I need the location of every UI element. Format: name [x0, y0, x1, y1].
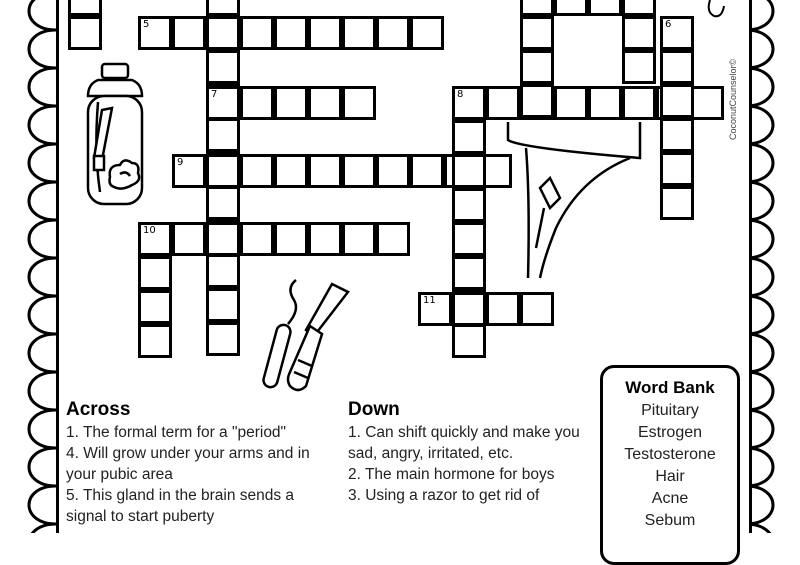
hand-mirror-icon	[700, 0, 730, 22]
crossword-cell[interactable]	[342, 16, 376, 50]
crossword-cell[interactable]	[342, 154, 376, 188]
credit-text: CoconutCounselor©	[728, 58, 738, 140]
crossword-cell[interactable]	[138, 290, 172, 324]
crossword-cell[interactable]	[622, 0, 656, 16]
crossword-cell[interactable]	[206, 322, 240, 356]
tampon-icon	[248, 276, 358, 396]
crossword-cell[interactable]	[486, 292, 520, 326]
crossword-cell[interactable]	[452, 86, 486, 120]
crossword-cell[interactable]	[240, 154, 274, 188]
crossword-cell[interactable]	[138, 222, 172, 256]
word-bank-title: Word Bank	[625, 378, 715, 397]
clue-number: 5	[143, 19, 150, 30]
crossword-cell[interactable]	[206, 222, 240, 256]
crossword-cell[interactable]	[486, 86, 520, 120]
crossword-cell[interactable]	[660, 118, 694, 152]
crossword-cell[interactable]	[690, 86, 724, 120]
clue-number: 6	[665, 19, 672, 30]
crossword-cell[interactable]	[452, 222, 486, 256]
crossword-cell[interactable]	[660, 50, 694, 84]
crossword-cell[interactable]	[342, 86, 376, 120]
crossword-cell[interactable]	[206, 186, 240, 220]
crossword-cell[interactable]	[452, 292, 486, 326]
crossword-cell[interactable]	[206, 86, 240, 120]
across-clue-4: 4. Will grow under your arms and in your pubic area	[66, 445, 310, 483]
clue-number: 7	[211, 89, 218, 100]
crossword-cell[interactable]	[660, 152, 694, 186]
crossword-cell[interactable]	[554, 0, 588, 16]
crossword-cell[interactable]	[660, 84, 694, 118]
down-clues	[348, 398, 583, 506]
clue-number: 9	[177, 157, 184, 168]
crossword-cell[interactable]	[520, 50, 554, 84]
crossword-cell[interactable]	[274, 222, 308, 256]
crossword-cell[interactable]	[452, 324, 486, 358]
clue-number: 10	[143, 225, 156, 236]
crossword-cell[interactable]	[452, 154, 486, 188]
crossword-cell[interactable]	[452, 188, 486, 222]
crossword-cell[interactable]	[206, 0, 240, 16]
crossword-cell[interactable]	[206, 154, 240, 188]
clue-number: 8	[457, 89, 464, 100]
crossword-cell[interactable]	[172, 222, 206, 256]
word-bank-word: Acne	[651, 490, 689, 507]
word-bank-word: Pituitary	[641, 402, 699, 419]
crossword-cell[interactable]	[206, 288, 240, 322]
crossword-cell[interactable]	[172, 16, 206, 50]
crossword-cell[interactable]	[206, 16, 240, 50]
across-clues	[66, 398, 331, 527]
crossword-cell[interactable]	[68, 0, 102, 16]
crossword-cell[interactable]	[554, 86, 588, 120]
crossword-cell[interactable]	[274, 154, 308, 188]
crossword-cell[interactable]	[138, 324, 172, 358]
crossword-cell[interactable]	[520, 16, 554, 50]
shaving-cream-can-icon	[80, 62, 160, 212]
word-bank-word: Hair	[655, 468, 685, 485]
crossword-cell[interactable]	[622, 16, 656, 50]
crossword-cell[interactable]	[660, 16, 694, 50]
across-clue-5: 5. This gland in the brain sends a signal to start puberty	[66, 487, 295, 525]
crossword-cell[interactable]	[342, 222, 376, 256]
crossword-cell[interactable]	[308, 222, 342, 256]
crossword-cell[interactable]	[410, 154, 444, 188]
across-heading: Across	[66, 399, 131, 420]
crossword-cell[interactable]	[308, 86, 342, 120]
crossword-cell[interactable]	[622, 50, 656, 84]
crossword-cell[interactable]	[588, 86, 622, 120]
crossword-cell[interactable]	[520, 84, 554, 118]
crossword-cell[interactable]	[68, 16, 102, 50]
crossword-cell[interactable]	[138, 16, 172, 50]
across-clue-1: 1. The formal term for a "period"	[66, 424, 287, 441]
crossword-cell[interactable]	[520, 0, 554, 16]
crossword-cell[interactable]	[376, 16, 410, 50]
crossword-cell[interactable]	[308, 16, 342, 50]
crossword-cell[interactable]	[240, 86, 274, 120]
word-bank-word: Testosterone	[624, 446, 716, 463]
crossword-cell[interactable]	[206, 118, 240, 152]
crossword-cell[interactable]	[308, 154, 342, 188]
crossword-cell[interactable]	[418, 292, 452, 326]
crossword-cell[interactable]	[376, 222, 410, 256]
left-scallop-border	[0, 0, 60, 533]
crossword-cell[interactable]	[452, 120, 486, 154]
crossword-cell[interactable]	[410, 16, 444, 50]
down-clue-3: 3. Using a razor to get rid of	[348, 487, 540, 504]
crossword-cell[interactable]	[660, 186, 694, 220]
clue-number: 11	[423, 295, 436, 306]
word-bank-word: Estrogen	[637, 424, 703, 441]
crossword-cell[interactable]	[138, 256, 172, 290]
down-heading: Down	[348, 399, 400, 420]
shaving-leg-icon	[500, 118, 650, 283]
crossword-cell[interactable]	[274, 86, 308, 120]
crossword-cell[interactable]	[622, 86, 656, 120]
crossword-cell[interactable]	[274, 16, 308, 50]
crossword-cell[interactable]	[172, 154, 206, 188]
crossword-cell[interactable]	[376, 154, 410, 188]
crossword-cell[interactable]	[452, 256, 486, 290]
crossword-cell[interactable]	[206, 50, 240, 84]
word-bank	[600, 365, 740, 565]
crossword-cell[interactable]	[206, 254, 240, 288]
down-clue-2: 2. The main hormone for boys	[348, 466, 555, 483]
crossword-cell[interactable]	[240, 16, 274, 50]
word-bank-word: Sebum	[644, 512, 696, 529]
crossword-cell[interactable]	[588, 0, 622, 16]
crossword-cell[interactable]	[240, 222, 274, 256]
crossword-cell[interactable]	[520, 292, 554, 326]
down-clue-1: 1. Can shift quickly and make you sad, angry, irritated, etc.	[348, 424, 580, 462]
